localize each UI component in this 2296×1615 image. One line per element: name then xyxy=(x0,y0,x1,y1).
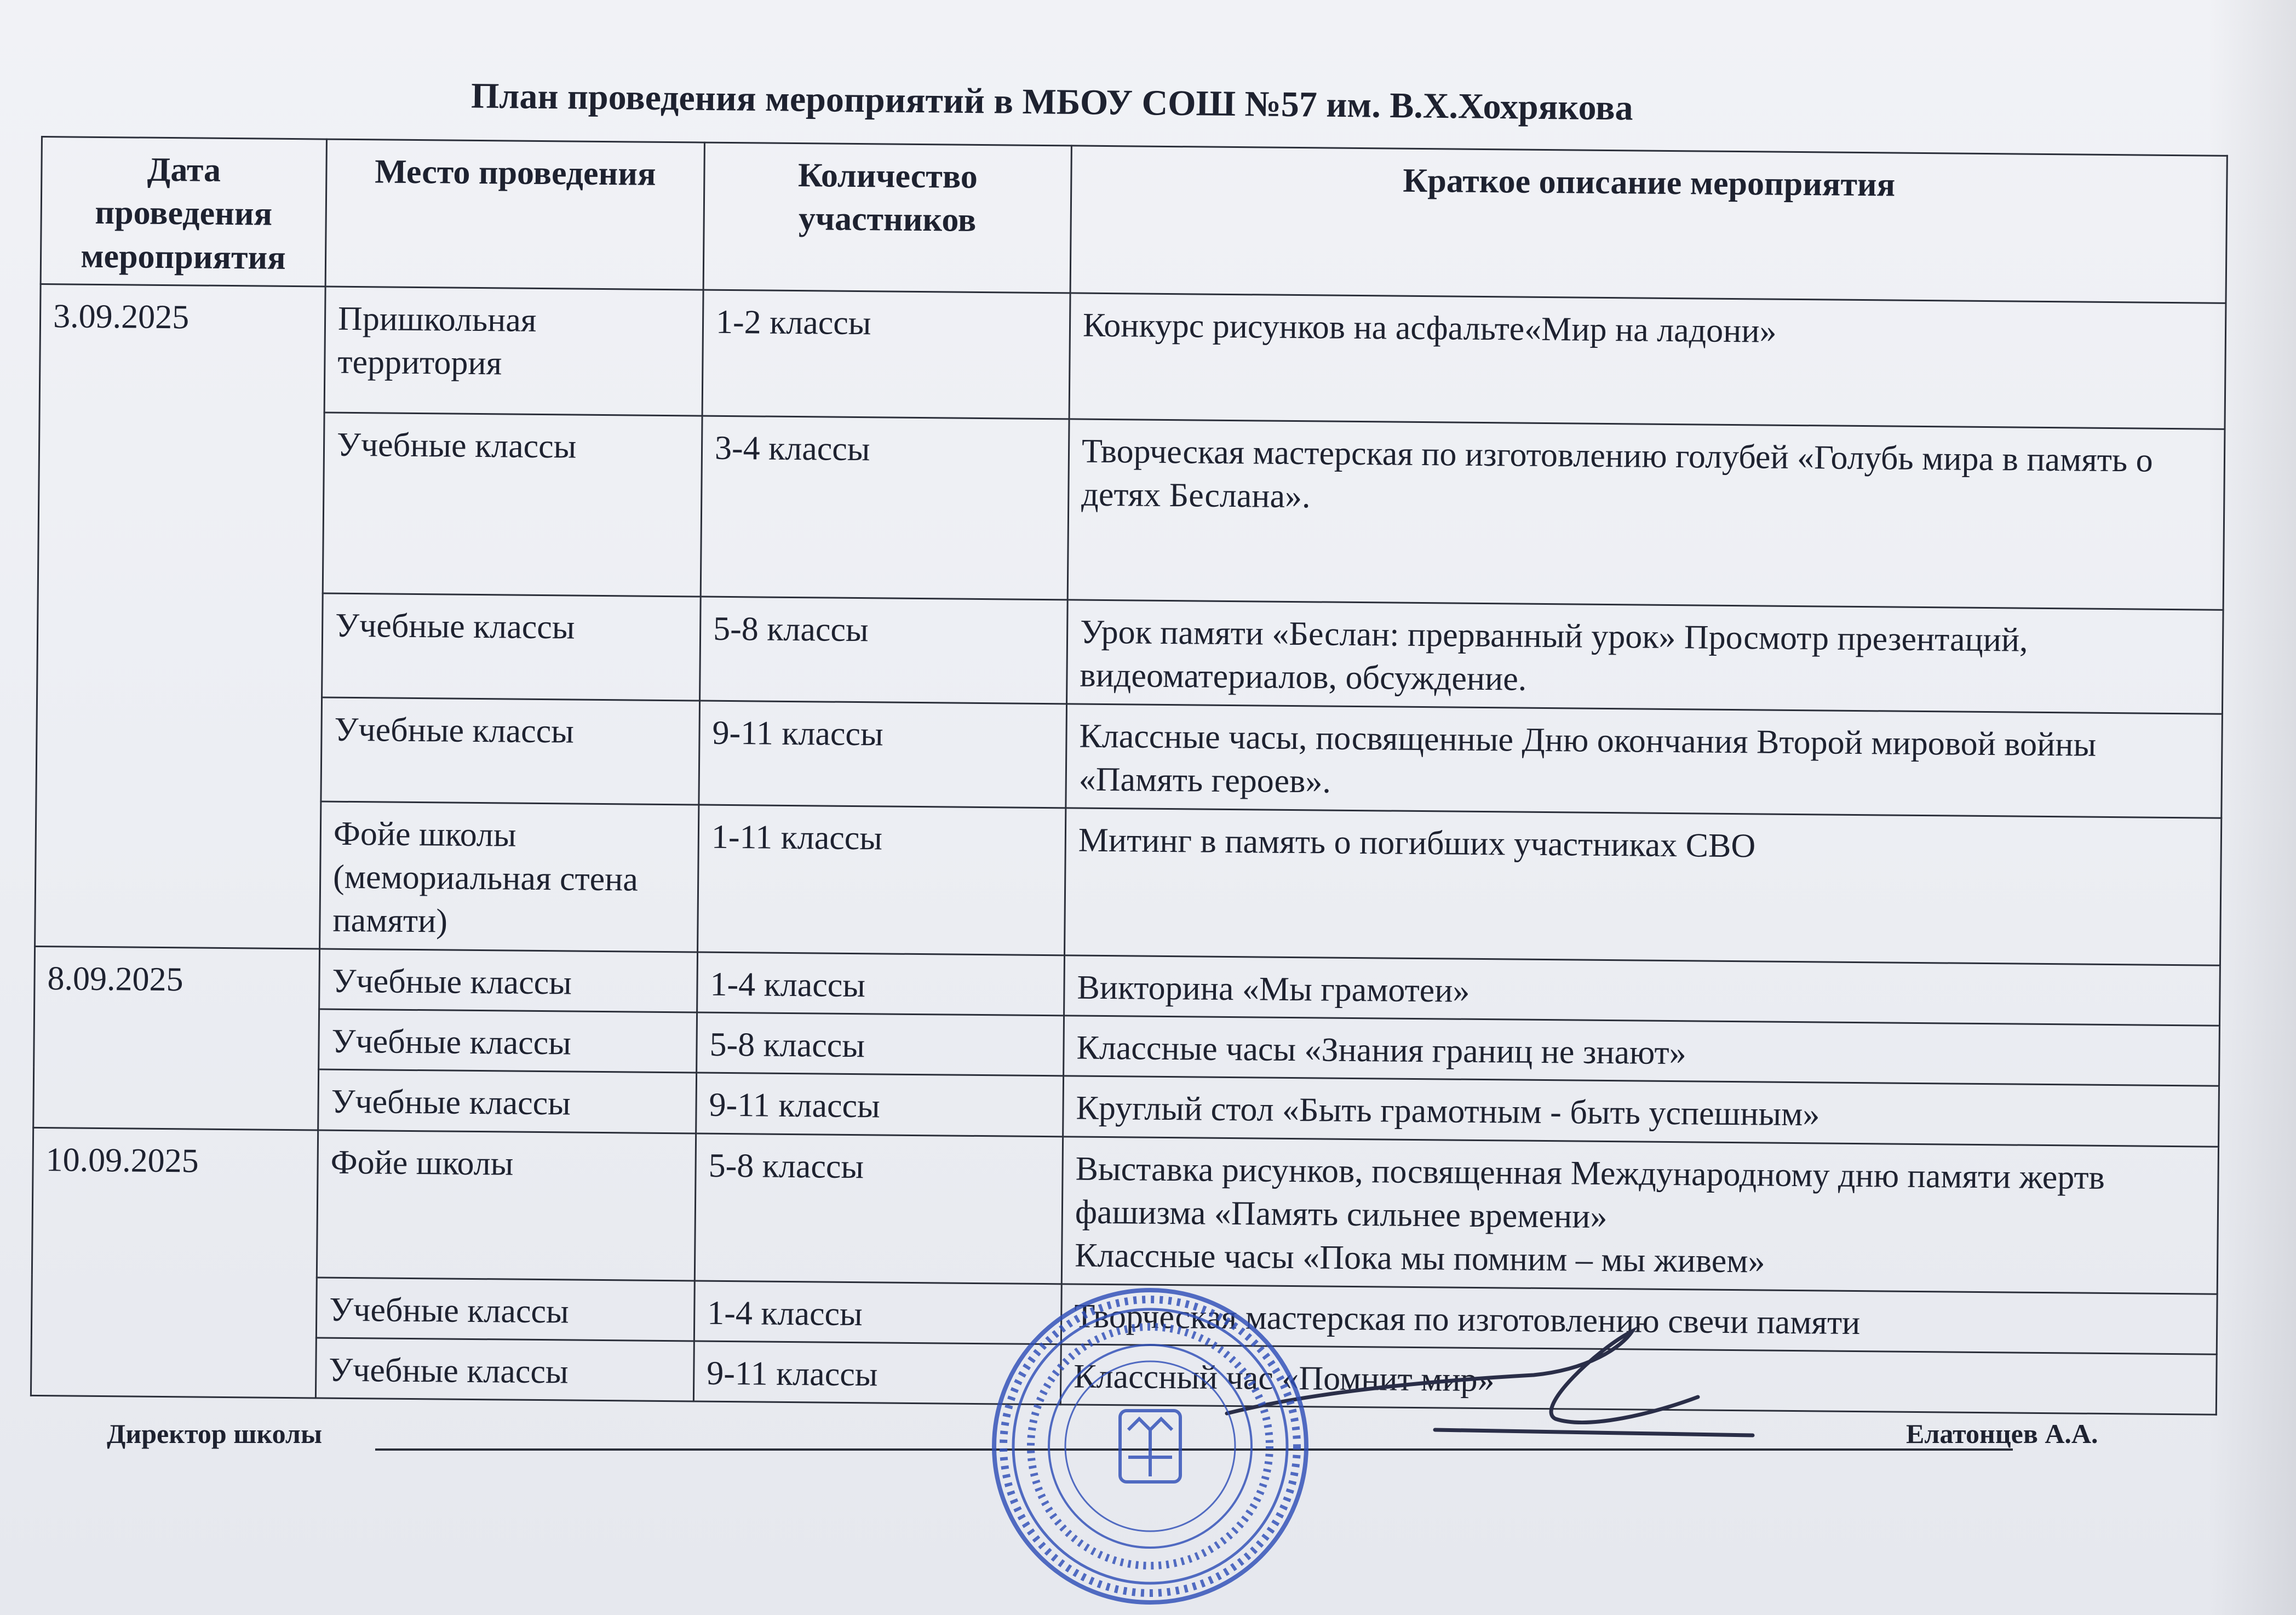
header-count: Количество участников xyxy=(703,142,1071,293)
place-cell: Учебные классы xyxy=(323,413,702,597)
table-row xyxy=(35,799,2222,965)
description-cell: Классный час «Помнит мир» xyxy=(1060,1344,2217,1415)
description-cell: Митинг в память о погибших участниках СВО xyxy=(1065,808,2222,965)
date-cell: 8.09.2025 xyxy=(33,946,320,1130)
description-cell: Круглый стол «Быть грамотным - быть успешным» xyxy=(1063,1076,2219,1147)
place-cell: Учебные классы xyxy=(319,1009,697,1073)
date-cell: 3.09.2025 xyxy=(35,284,326,949)
table-row xyxy=(37,591,2224,714)
place-cell: Фойе школы xyxy=(317,1130,696,1281)
page-edge-shadow xyxy=(2208,0,2296,1615)
description-line: Выставка рисунков, посвященная Международному дню памяти жертв фашизма «Память сильнее времени» xyxy=(1075,1150,2105,1236)
table-row xyxy=(32,1127,2218,1294)
count-cell: 5-8 классы xyxy=(700,597,1068,704)
description-cell: Конкурс рисунков на асфальте«Мир на ладони» xyxy=(1069,293,2226,429)
count-cell: 1-11 классы xyxy=(698,805,1066,955)
header-description: Краткое описание мероприятия xyxy=(1070,146,2227,303)
count-cell: 3-4 классы xyxy=(701,416,1069,600)
director-label: Директор школы xyxy=(107,1418,323,1449)
place-cell: Учебные классы xyxy=(316,1278,694,1341)
place-cell: Учебные классы xyxy=(322,593,701,701)
table-header-row xyxy=(41,137,2227,303)
director-name: Елатонцев А.А. xyxy=(1906,1418,2098,1449)
place-cell: Фойе школы (мемориальная стена памяти) xyxy=(320,801,699,952)
description-cell: Творческая мастерская по изготовлению голубей «Голубь мира в память о детях Беслана». xyxy=(1067,419,2225,610)
header-date: Дата проведения мероприятия xyxy=(41,137,326,287)
description-cell: Урок памяти «Беслан: прерванный урок» Просмотр презентаций, видеоматериалов, обсуждение. xyxy=(1067,600,2224,714)
place-cell: Учебные классы xyxy=(319,949,698,1012)
count-cell: 9-11 классы xyxy=(693,1341,1061,1405)
count-cell: 5-8 классы xyxy=(697,1012,1064,1076)
header-place: Место проведения xyxy=(325,139,704,290)
place-cell: Учебные классы xyxy=(315,1338,694,1401)
official-seal-stamp xyxy=(986,1282,1315,1611)
table-row xyxy=(36,695,2223,818)
place-cell: Учебные классы xyxy=(321,697,700,805)
description-cell xyxy=(1061,1137,2218,1294)
description-cell: Классные часы «Знания границ не знают» xyxy=(1064,1016,2220,1086)
count-cell: 9-11 классы xyxy=(699,701,1067,808)
table-row xyxy=(39,284,2226,429)
description-line: Классные часы «Пока мы помним – мы живем» xyxy=(1074,1236,1765,1280)
date-cell: 10.09.2025 xyxy=(31,1127,318,1398)
count-cell: 1-2 классы xyxy=(702,290,1070,419)
count-cell: 1-4 классы xyxy=(697,952,1065,1016)
count-cell: 1-4 классы xyxy=(694,1281,1061,1344)
page-title: План проведения мероприятий в МБОУ СОШ №57 им. В.Х.Хохрякова xyxy=(470,76,1633,128)
table-row xyxy=(38,410,2225,610)
count-cell: 5-8 классы xyxy=(694,1133,1063,1284)
events-table xyxy=(30,136,2228,1416)
place-cell: Пришкольная территория xyxy=(324,287,703,416)
description-cell: Викторина «Мы грамотеи» xyxy=(1064,955,2220,1026)
count-cell: 9-11 классы xyxy=(696,1073,1064,1136)
description-cell: Классные часы, посвященные Дню окончания Второй мировой войны «Память героев». xyxy=(1066,704,2223,818)
place-cell: Учебные классы xyxy=(318,1069,697,1133)
description-cell: Творческая мастерская по изготовлению свечи памяти xyxy=(1061,1284,2217,1355)
